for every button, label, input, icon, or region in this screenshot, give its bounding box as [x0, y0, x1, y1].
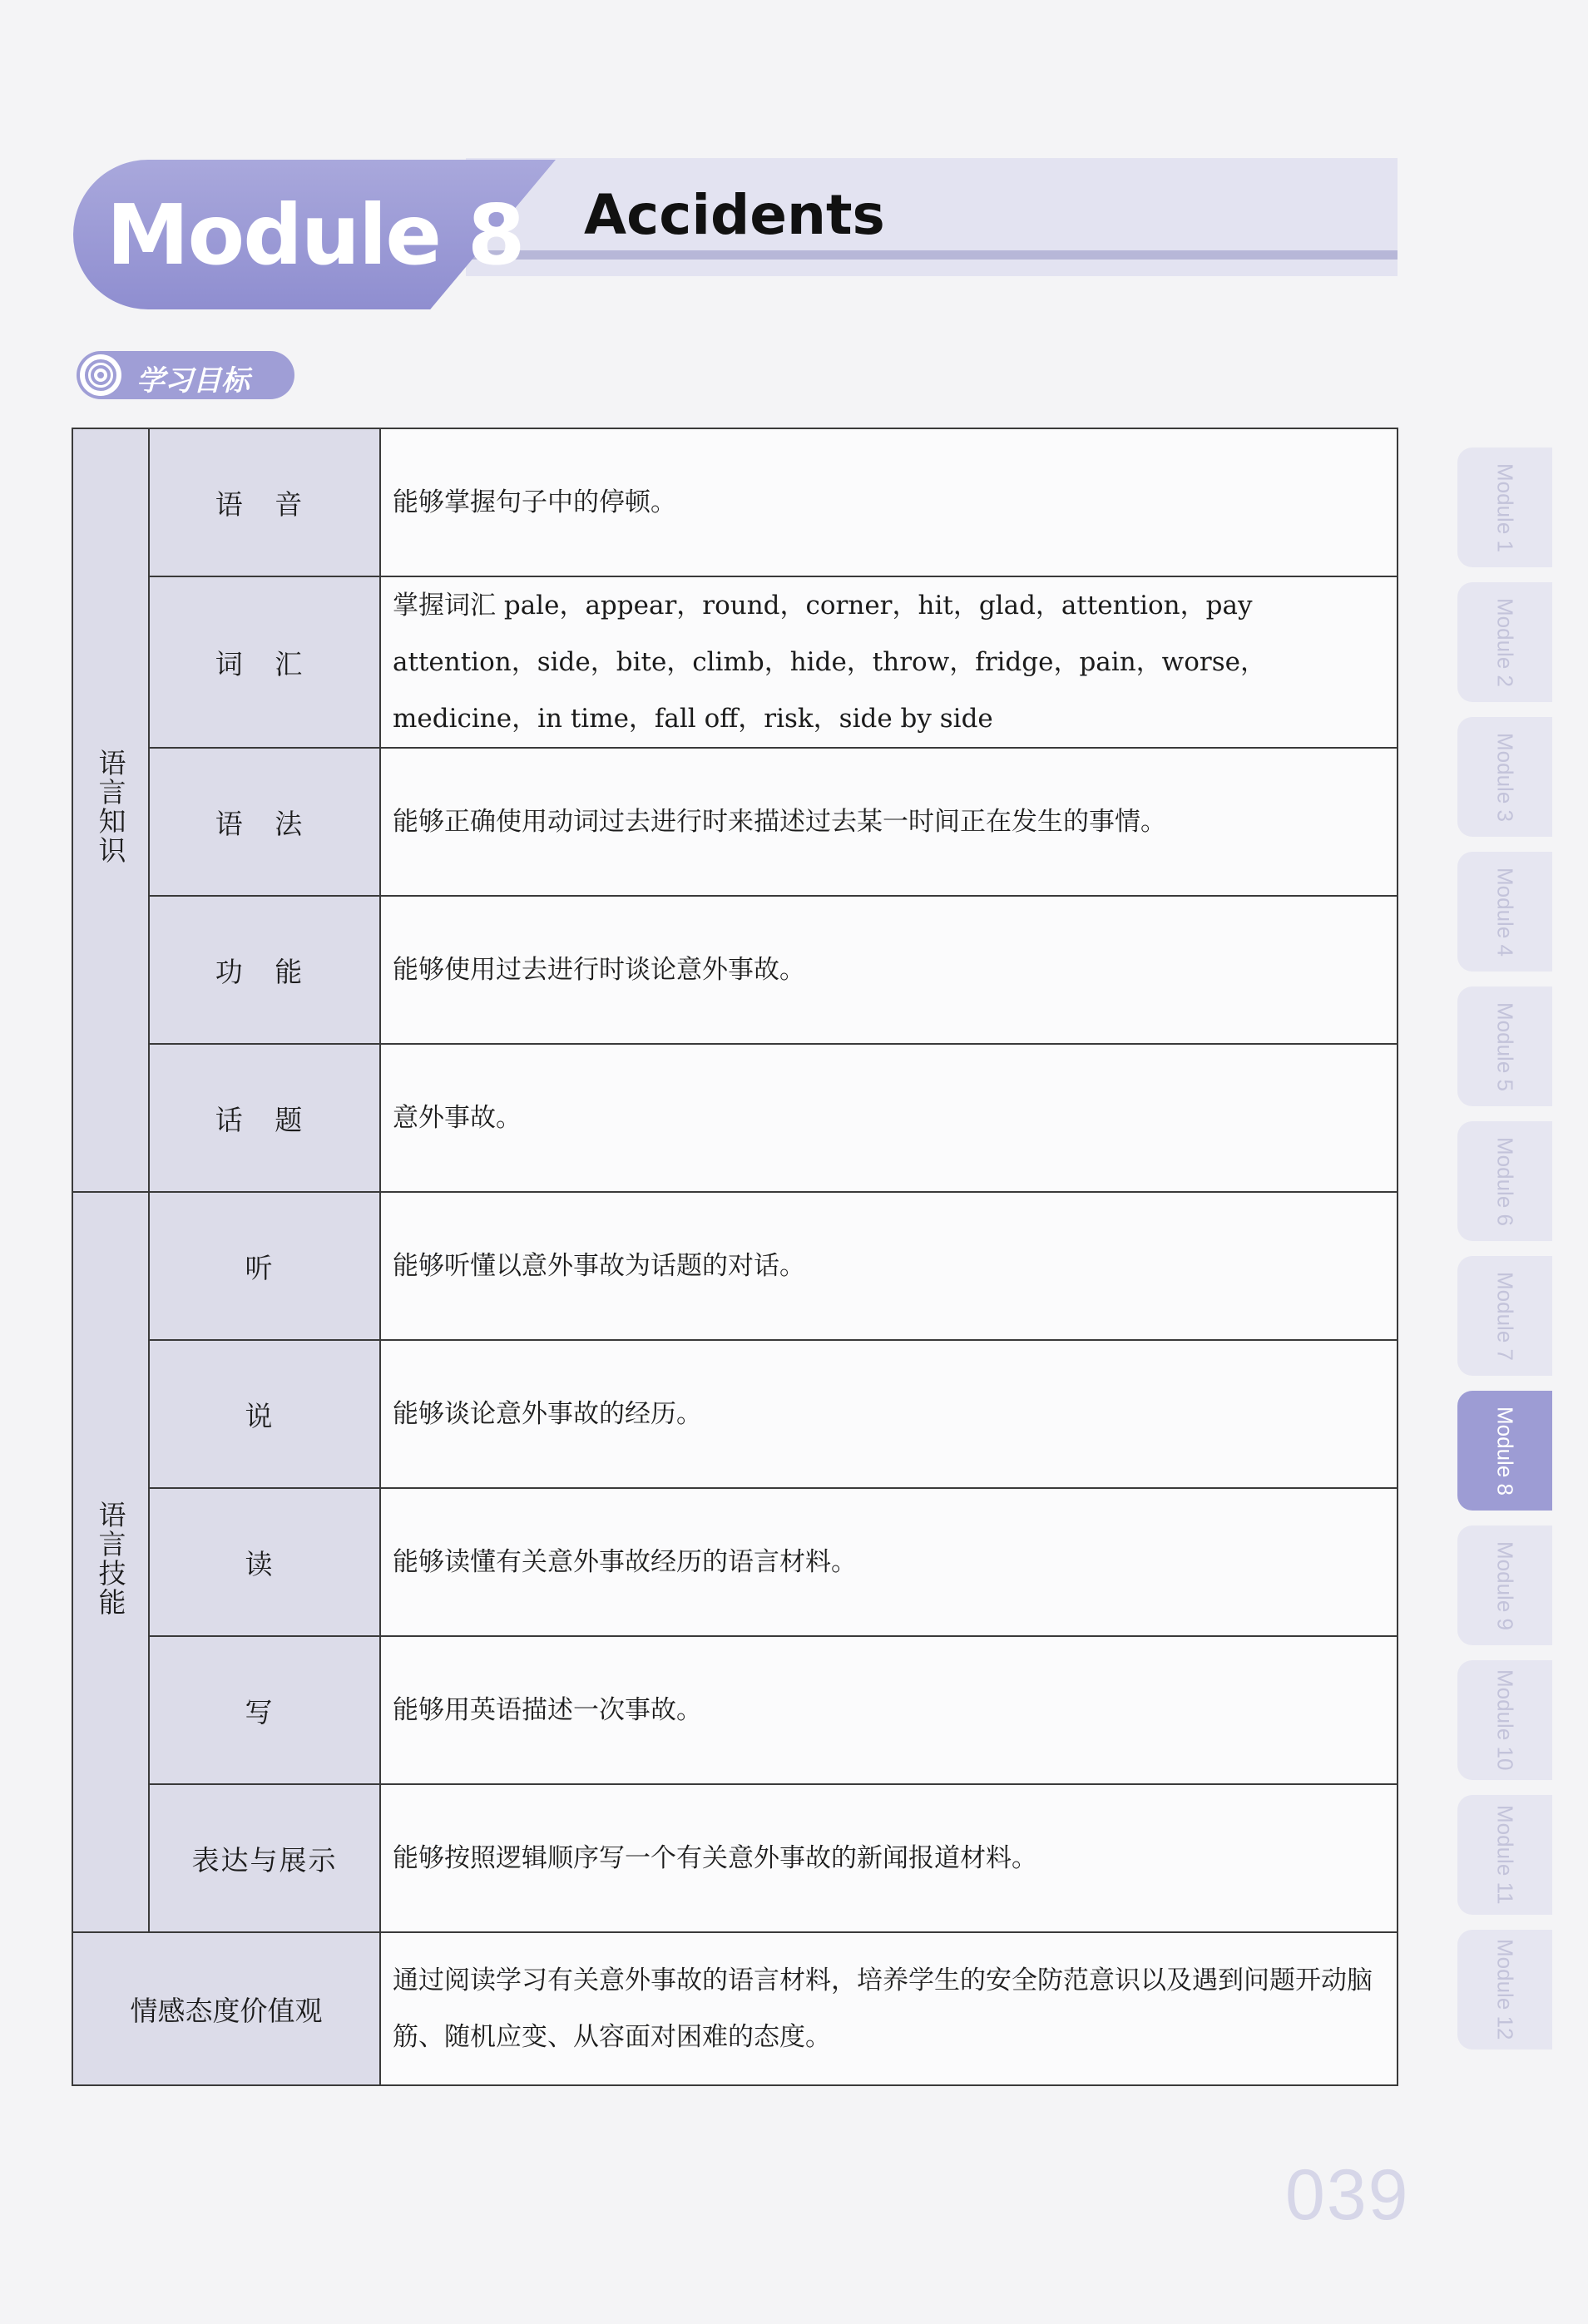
side-tab-module-1[interactable]	[1457, 447, 1552, 567]
side-tab-module-4[interactable]	[1457, 852, 1552, 972]
side-tab-module-2[interactable]	[1457, 582, 1552, 702]
category-cell	[72, 428, 149, 1192]
table-row	[72, 1488, 1398, 1636]
row-content: 能够听懂以意外事故为话题的对话。	[380, 1192, 1398, 1340]
category-cell	[72, 1192, 149, 1932]
row-content: 能够掌握句子中的停顿。	[380, 428, 1398, 576]
table-row	[72, 428, 1398, 576]
side-tab-module-6[interactable]	[1457, 1121, 1552, 1241]
row-label: 听	[149, 1192, 380, 1340]
table-row	[72, 1932, 1398, 2085]
side-tab-module-7[interactable]	[1457, 1256, 1552, 1376]
objectives-table	[72, 428, 1398, 2086]
row-content: 能够按照逻辑顺序写一个有关意外事故的新闻报道材料。	[380, 1784, 1398, 1932]
target-icon	[80, 354, 121, 396]
side-tab-module-8[interactable]	[1457, 1391, 1552, 1511]
side-tab-label: Module 4	[1492, 867, 1518, 957]
side-tab-label: Module 6	[1492, 1136, 1518, 1226]
table-row	[72, 896, 1398, 1044]
row-content: 能够谈论意外事故的经历。	[380, 1340, 1398, 1488]
side-tab-label: Module 12	[1492, 1939, 1518, 2040]
table-row	[72, 1192, 1398, 1340]
affect-content: 通过阅读学习有关意外事故的语言材料，培养学生的安全防范意识以及遇到问题开动脑筋、随机应变、从容面对困难的态度。	[380, 1932, 1398, 2085]
row-content: 意外事故。	[380, 1044, 1398, 1192]
module-title: Accidents	[584, 183, 885, 247]
category-language-skills: 语言技能	[94, 1501, 127, 1617]
row-label: 表达与展示	[149, 1784, 380, 1932]
table-row	[72, 1340, 1398, 1488]
affect-label: 情感态度价值观	[72, 1932, 380, 2085]
row-label: 词 汇	[149, 576, 380, 748]
side-tab-label: Module 10	[1492, 1669, 1518, 1771]
row-content: 能够使用过去进行时谈论意外事故。	[380, 896, 1398, 1044]
side-tab-module-11[interactable]	[1457, 1795, 1552, 1915]
row-label: 读	[149, 1488, 380, 1636]
side-tab-label: Module 1	[1492, 462, 1518, 552]
row-label: 语 音	[149, 428, 380, 576]
row-label: 功 能	[149, 896, 380, 1044]
section-badge-label: 学习目标	[136, 364, 250, 398]
table-row	[72, 1636, 1398, 1784]
row-content: 掌握词汇 pale，appear，round，corner，hit，glad，attention，pay attention，side，bite，climb，hide，throw，fridge，pain，worse，medicine，in time，fall off，risk，side by side	[380, 576, 1398, 748]
side-tab-module-10[interactable]	[1457, 1660, 1552, 1780]
side-tab-label: Module 3	[1492, 732, 1518, 822]
table-row	[72, 1044, 1398, 1192]
table-row	[72, 1784, 1398, 1932]
module-label: Module 8	[106, 186, 524, 284]
row-label: 语 法	[149, 748, 380, 896]
side-tab-label: Module 2	[1492, 597, 1518, 687]
row-label: 写	[149, 1636, 380, 1784]
side-tab-module-3[interactable]	[1457, 717, 1552, 837]
side-tab-label: Module 9	[1492, 1540, 1518, 1630]
row-label: 话 题	[149, 1044, 380, 1192]
row-content: 能够读懂有关意外事故经历的语言材料。	[380, 1488, 1398, 1636]
table-row	[72, 748, 1398, 896]
category-language-knowledge: 语言知识	[94, 749, 127, 865]
page-number: 039	[1285, 2155, 1410, 2235]
row-content: 能够正确使用动词过去进行时来描述过去某一时间正在发生的事情。	[380, 748, 1398, 896]
row-content: 能够用英语描述一次事故。	[380, 1636, 1398, 1784]
side-tab-label: Module 11	[1492, 1805, 1518, 1905]
side-tab-label: Module 8	[1492, 1406, 1518, 1496]
side-tab-module-12[interactable]	[1457, 1930, 1552, 2050]
section-badge	[77, 351, 294, 399]
side-tab-label: Module 7	[1492, 1271, 1518, 1361]
row-label: 说	[149, 1340, 380, 1488]
side-tab-module-9[interactable]	[1457, 1525, 1552, 1645]
side-tab-module-5[interactable]	[1457, 986, 1552, 1106]
table-row	[72, 576, 1398, 748]
side-tab-label: Module 5	[1492, 1001, 1518, 1091]
